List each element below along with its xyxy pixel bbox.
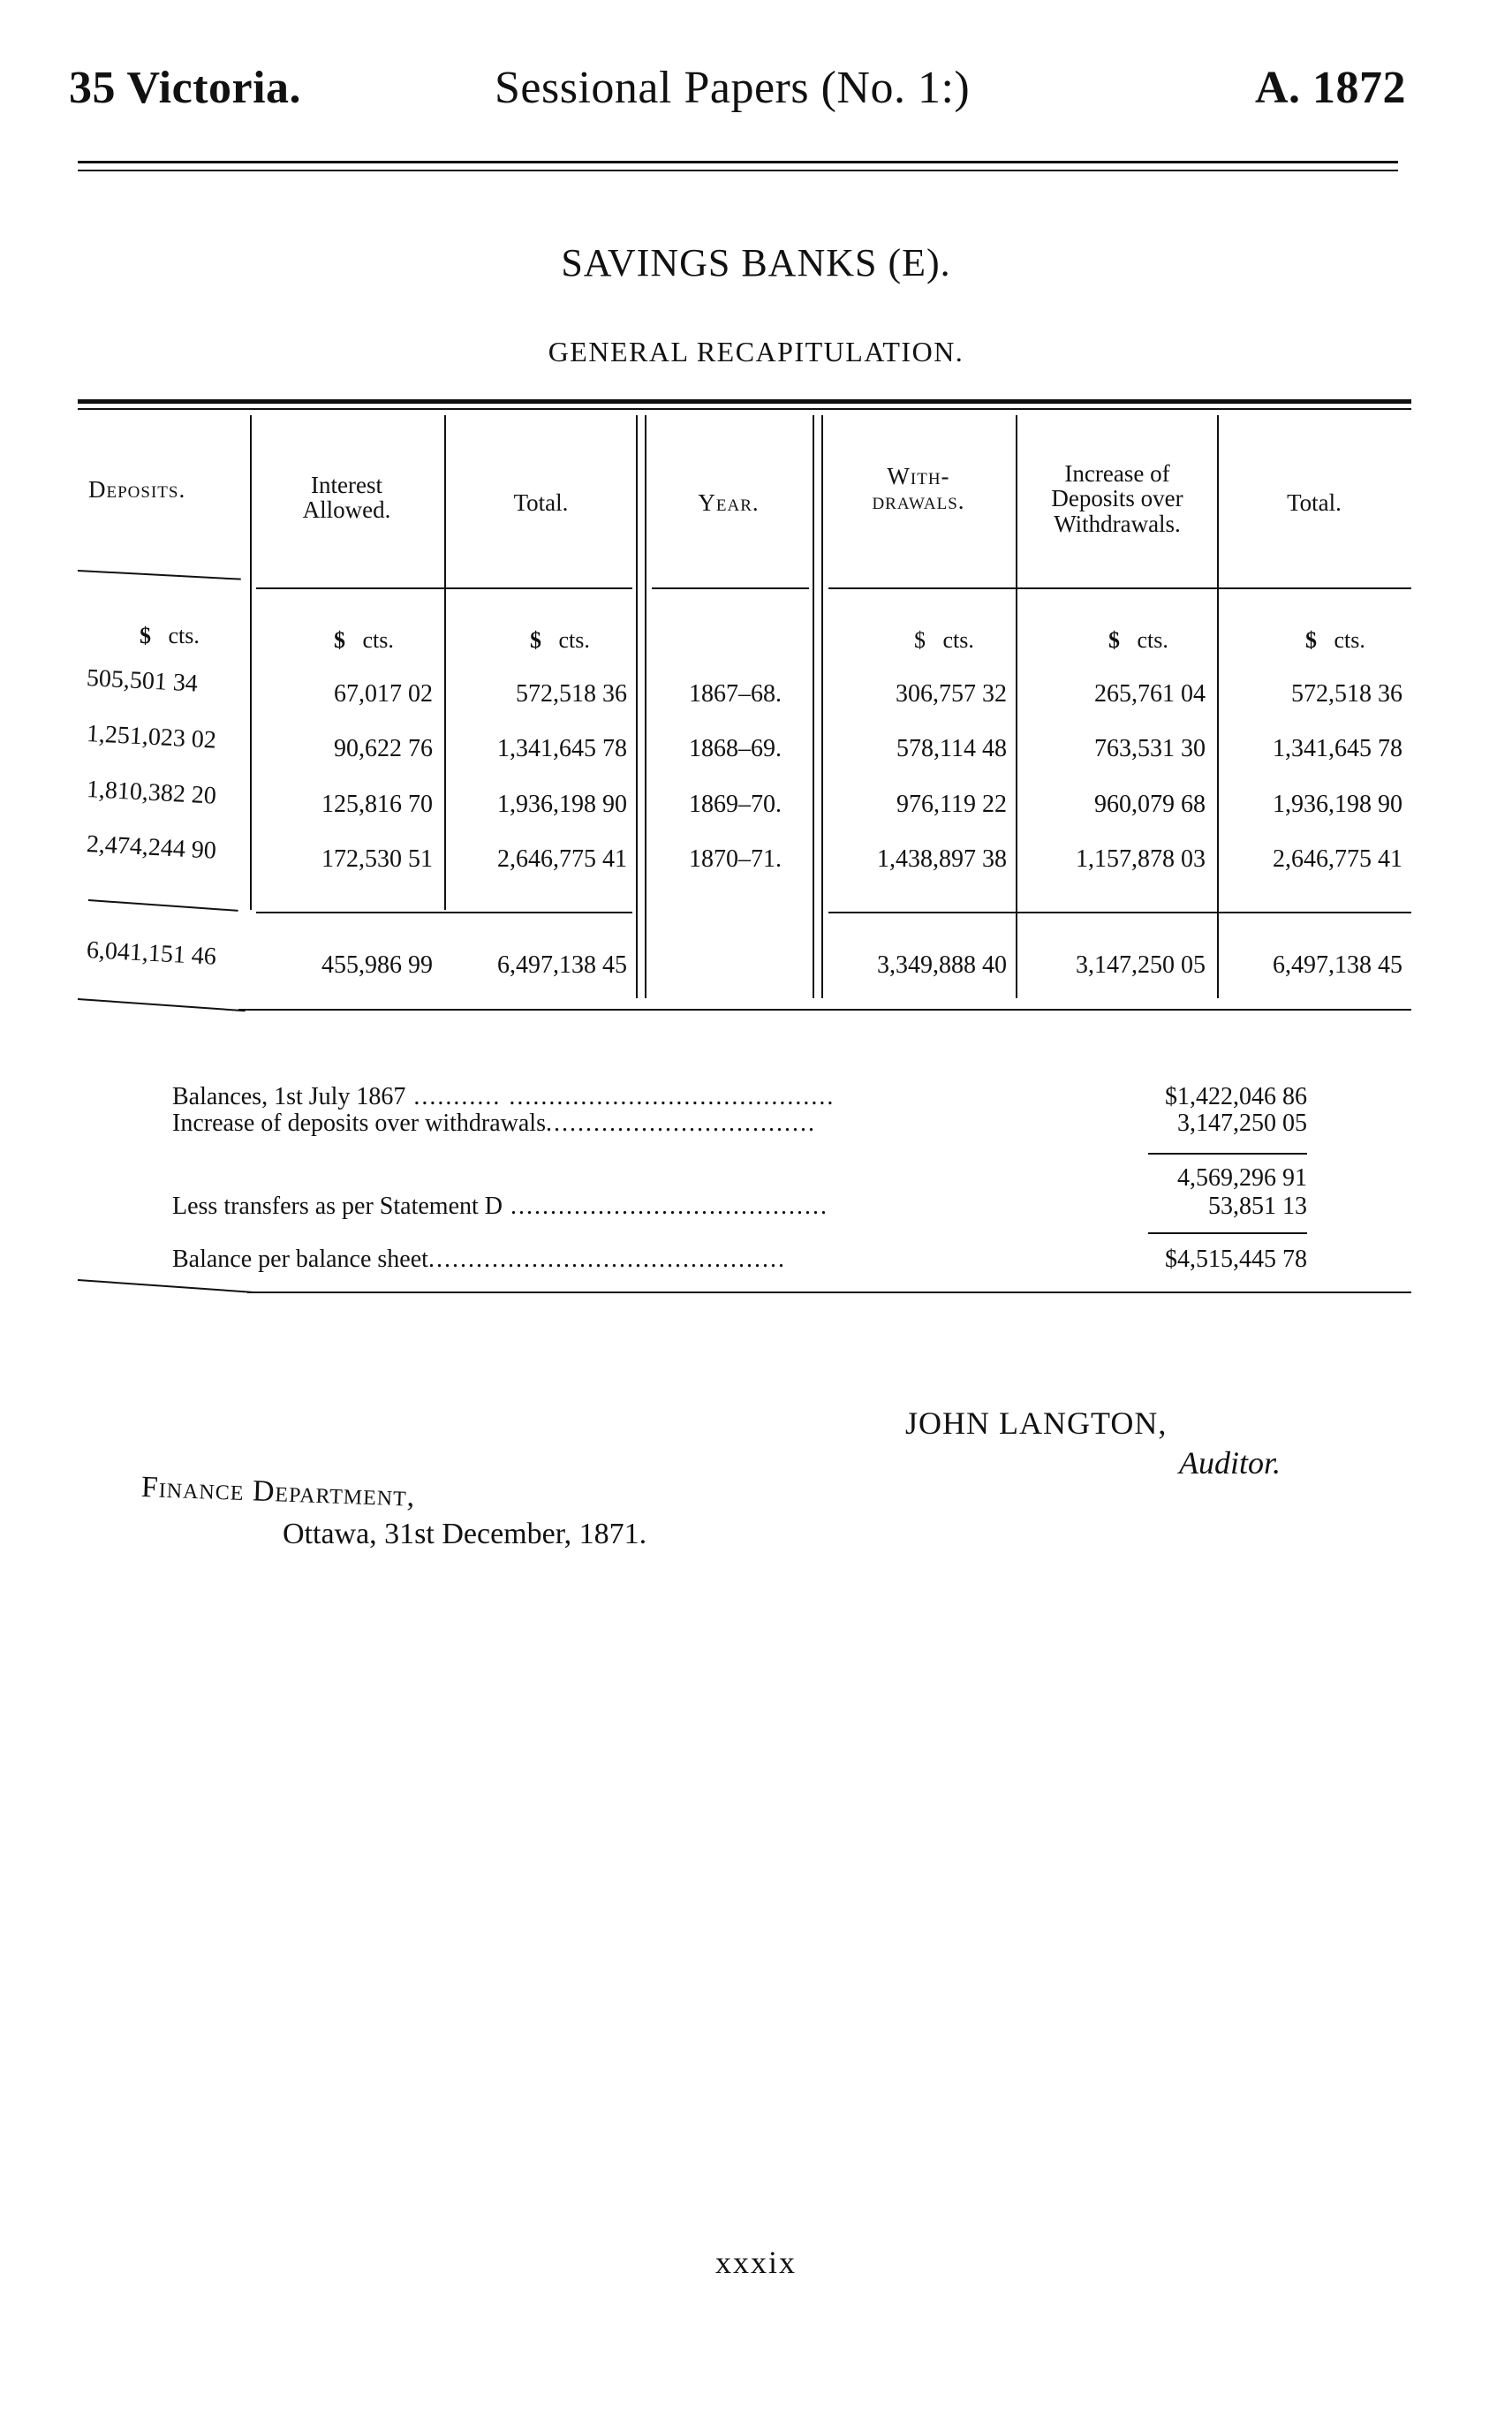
col-divider [1016, 415, 1017, 998]
header-right: A. 1872 [1254, 63, 1406, 113]
recap-less-text: Less transfers as per Statement D [172, 1193, 503, 1220]
recap-balances-text: Balances, 1st July 1867 [172, 1083, 406, 1110]
recap-balance-label [172, 1246, 786, 1274]
cell-total: 1,341,645 78 [497, 735, 627, 762]
header-left: 35 Victoria. [69, 63, 302, 113]
header-separator [828, 587, 1411, 589]
page-number: xxxix [715, 2245, 798, 2280]
cell-year: 1867–68. [689, 680, 782, 708]
recap-bottom-rule [247, 1292, 1411, 1293]
cell-increase: 1,157,878 03 [1076, 845, 1206, 873]
col-divider [636, 415, 638, 998]
table-top-rule-thick [78, 399, 1411, 404]
cell-interest: 90,622 76 [334, 735, 433, 762]
cell-deposits: 1,810,382 20 [86, 776, 217, 810]
col-header-interest-line2: Allowed. [302, 496, 391, 524]
unit-row-increase [1108, 627, 1168, 654]
cell-interest: 125,816 70 [321, 791, 433, 818]
unit-row-total [530, 627, 590, 654]
recap-balances-value: $1,422,046 86 [1165, 1083, 1307, 1110]
col-header-increase-line2: Deposits over [1051, 485, 1183, 512]
col-divider [813, 415, 814, 998]
cell-total2: 1,936,198 90 [1273, 791, 1402, 818]
col-header-year: Year. [698, 489, 760, 516]
col-header-interest [256, 473, 437, 523]
leader-dots: ............................................. [427, 1246, 786, 1273]
header-rule-thin [78, 170, 1398, 171]
col-divider [444, 415, 446, 910]
unit-row-withdrawals [914, 627, 974, 654]
unit-dollar: $ [140, 623, 151, 648]
unit-dollar: $ [1305, 627, 1317, 653]
department-line1: Finance Department, [140, 1471, 416, 1513]
recap-sum-rule [1148, 1232, 1307, 1234]
unit-cents: cts. [558, 627, 590, 653]
leader-dots: ........... ......................................... [405, 1083, 835, 1110]
col-header-increase-line1: Increase of [1064, 460, 1170, 487]
table-bottom-rule [78, 998, 246, 1011]
cell-withdrawals: 1,438,897 38 [877, 845, 1007, 873]
cell-total: 2,646,775 41 [497, 845, 627, 873]
unit-dollar: $ [1108, 627, 1120, 653]
recap-less-label [172, 1193, 828, 1221]
cell-total: 1,936,198 90 [497, 791, 627, 818]
cell-interest: 172,530 51 [321, 845, 433, 873]
unit-dollar: $ [914, 627, 926, 653]
page-header [0, 62, 1512, 133]
unit-cents: cts. [1137, 627, 1168, 653]
col-header-withdrawals-line2: drawals. [872, 488, 965, 515]
recap-increase-value: 3,147,250 05 [1177, 1110, 1307, 1137]
cell-total: 572,518 36 [516, 680, 627, 708]
recap-increase-label [172, 1110, 816, 1138]
cell-withdrawals: 578,114 48 [896, 735, 1007, 762]
col-divider [1217, 415, 1219, 998]
header-center: Sessional Papers (No. 1:) [495, 63, 971, 113]
cell-year: 1868–69. [689, 735, 782, 762]
total-total: 6,497,138 45 [497, 951, 627, 979]
unit-row-total2 [1305, 627, 1365, 654]
recap-balance-text: Balance per balance sheet [172, 1246, 428, 1273]
col-header-increase [1020, 461, 1214, 536]
unit-row-interest [334, 627, 394, 654]
col-header-increase-line3: Withdrawals. [1054, 510, 1181, 537]
department-line2 [283, 1518, 646, 1551]
table-top-rule-thin [78, 408, 1411, 410]
unit-cents: cts. [1334, 627, 1365, 653]
cell-increase: 265,761 04 [1094, 680, 1206, 708]
totals-separator [88, 899, 238, 912]
unit-dollar: $ [334, 627, 345, 653]
cell-deposits: 1,251,023 02 [86, 720, 217, 754]
total-increase: 3,147,250 05 [1076, 951, 1206, 979]
recap-increase-text: Increase of deposits over withdrawals [172, 1110, 546, 1137]
cell-deposits: 505,501 34 [86, 664, 199, 698]
recap-subtotal-value: 4,569,296 91 [1177, 1164, 1307, 1192]
col-header-withdrawals-line1: With- [887, 463, 950, 489]
cell-total2: 572,518 36 [1291, 680, 1402, 708]
col-divider [250, 415, 252, 910]
signature-title: Auditor. [1179, 1445, 1281, 1481]
col-header-deposits: Deposits. [88, 476, 186, 503]
page-subtitle: GENERAL RECAPITULATION. [548, 336, 964, 367]
page-title: SAVINGS BANKS (E). [561, 241, 951, 284]
unit-cents: cts. [362, 627, 394, 653]
col-divider [645, 415, 646, 998]
cell-total2: 2,646,775 41 [1273, 845, 1402, 873]
department-line2-text: Ottawa, 31st December, 1871. [283, 1518, 647, 1550]
unit-row-deposits [140, 623, 200, 649]
header-separator [652, 587, 809, 589]
cell-deposits: 2,474,244 90 [86, 830, 217, 865]
cell-year: 1870–71. [689, 845, 782, 873]
total-interest: 455,986 99 [321, 951, 433, 979]
leader-dots: ........................................ [503, 1193, 828, 1220]
cell-withdrawals: 306,757 32 [896, 680, 1007, 708]
header-separator [78, 570, 241, 580]
unit-dollar: $ [530, 627, 541, 653]
col-header-total: Total. [513, 489, 569, 516]
col-header-withdrawals [826, 464, 1011, 514]
cell-increase: 763,531 30 [1094, 735, 1206, 762]
recap-sum-rule [1148, 1153, 1307, 1155]
recap-balance-value: $4,515,445 78 [1165, 1246, 1307, 1273]
recap-balances-label [172, 1083, 835, 1111]
leader-dots: .................................. [545, 1110, 816, 1137]
cell-increase: 960,079 68 [1094, 791, 1206, 818]
header-rule-thick [78, 161, 1398, 163]
unit-cents: cts. [942, 627, 974, 653]
total-withdrawals: 3,349,888 40 [877, 951, 1007, 979]
totals-separator [828, 912, 1411, 913]
cell-withdrawals: 976,119 22 [896, 791, 1007, 818]
header-separator [256, 587, 632, 589]
recap-bottom-rule [78, 1279, 254, 1293]
col-header-interest-line1: Interest [311, 472, 382, 498]
signature-name: JOHN LANGTON, [905, 1405, 1168, 1441]
recap-less-value: 53,851 13 [1208, 1193, 1307, 1220]
col-divider [821, 415, 823, 998]
unit-cents: cts. [168, 623, 200, 648]
totals-separator [256, 912, 632, 913]
table-bottom-rule [238, 1009, 1411, 1011]
cell-year: 1869–70. [689, 791, 782, 818]
total-deposits: 6,041,151 46 [86, 936, 217, 971]
col-header-total2: Total. [1287, 489, 1342, 516]
cell-total2: 1,341,645 78 [1273, 735, 1402, 762]
total-total2: 6,497,138 45 [1273, 951, 1402, 979]
cell-interest: 67,017 02 [334, 680, 433, 708]
